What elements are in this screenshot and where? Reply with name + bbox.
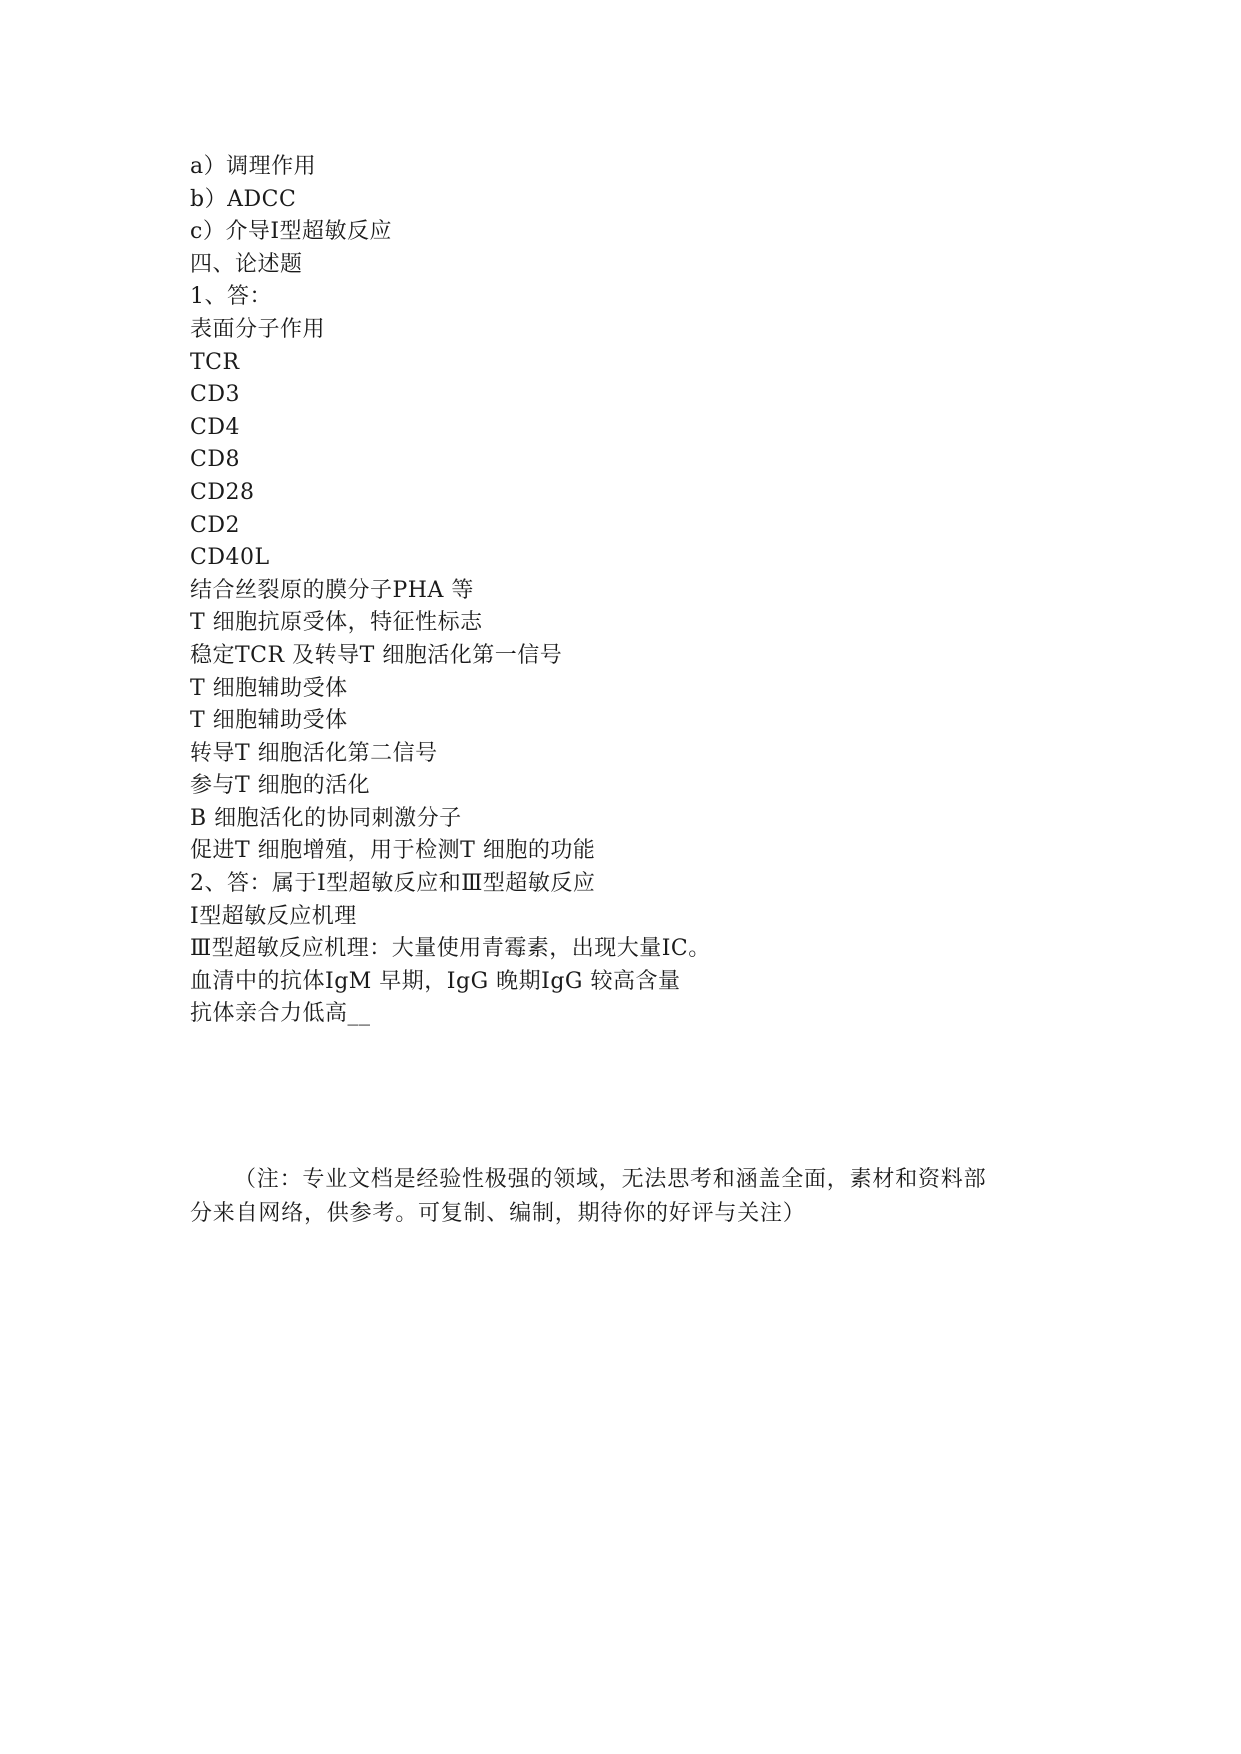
document-body (190, 151, 1070, 1031)
text-line: a）调理作用 (190, 154, 317, 179)
text-line: 抗体亲合力低高__ (190, 1001, 371, 1027)
text-line: 转导T 细胞活化第二信号 (190, 740, 438, 766)
answer-label: 2、答：属于Ⅰ型超敏反应和Ⅲ型超敏反应 (190, 871, 596, 897)
answer-label: 1、答： (190, 284, 272, 310)
text-line: 促进T 细胞增殖，用于检测T 细胞的功能 (190, 838, 596, 864)
text-line: Ⅰ型超敏反应机理 (190, 903, 357, 929)
text-line: TCR (190, 349, 240, 375)
text-line: c）介导Ⅰ型超敏反应 (190, 219, 393, 245)
note-line: （注：专业文档是经验性极强的领域，无法思考和涵盖全面，素材和资料部 (234, 1167, 987, 1192)
text-line: CD28 (190, 479, 255, 505)
text-line: CD4 (190, 414, 240, 440)
text-line: Ⅲ型超敏反应机理：大量使用青霉素，出现大量IC。 (190, 936, 711, 962)
text-line: T 细胞抗原受体，特征性标志 (190, 610, 483, 636)
text-line: CD40L (190, 545, 270, 571)
disclaimer-note (190, 1163, 1070, 1231)
text-line: CD2 (190, 512, 240, 538)
text-line: 表面分子作用 (190, 316, 326, 342)
text-line: CD3 (190, 382, 240, 408)
text-line: 血清中的抗体IgM 早期，IgG 晚期IgG 较高含量 (190, 968, 681, 994)
text-line: 参与T 细胞的活化 (190, 773, 371, 799)
text-line: T 细胞辅助受体 (190, 708, 348, 734)
note-line: 分来自网络，供参考。可复制、编制，期待你的好评与关注） (190, 1201, 806, 1226)
text-line: 稳定TCR 及转导T 细胞活化第一信号 (190, 642, 563, 668)
text-line: T 细胞辅助受体 (190, 675, 348, 701)
text-line: B 细胞活化的协同刺激分子 (190, 805, 462, 831)
section-heading: 四、论述题 (190, 251, 303, 277)
text-line: CD8 (190, 447, 240, 473)
text-line: b）ADCC (190, 186, 297, 212)
text-line: 结合丝裂原的膜分子PHA 等 (190, 577, 474, 603)
